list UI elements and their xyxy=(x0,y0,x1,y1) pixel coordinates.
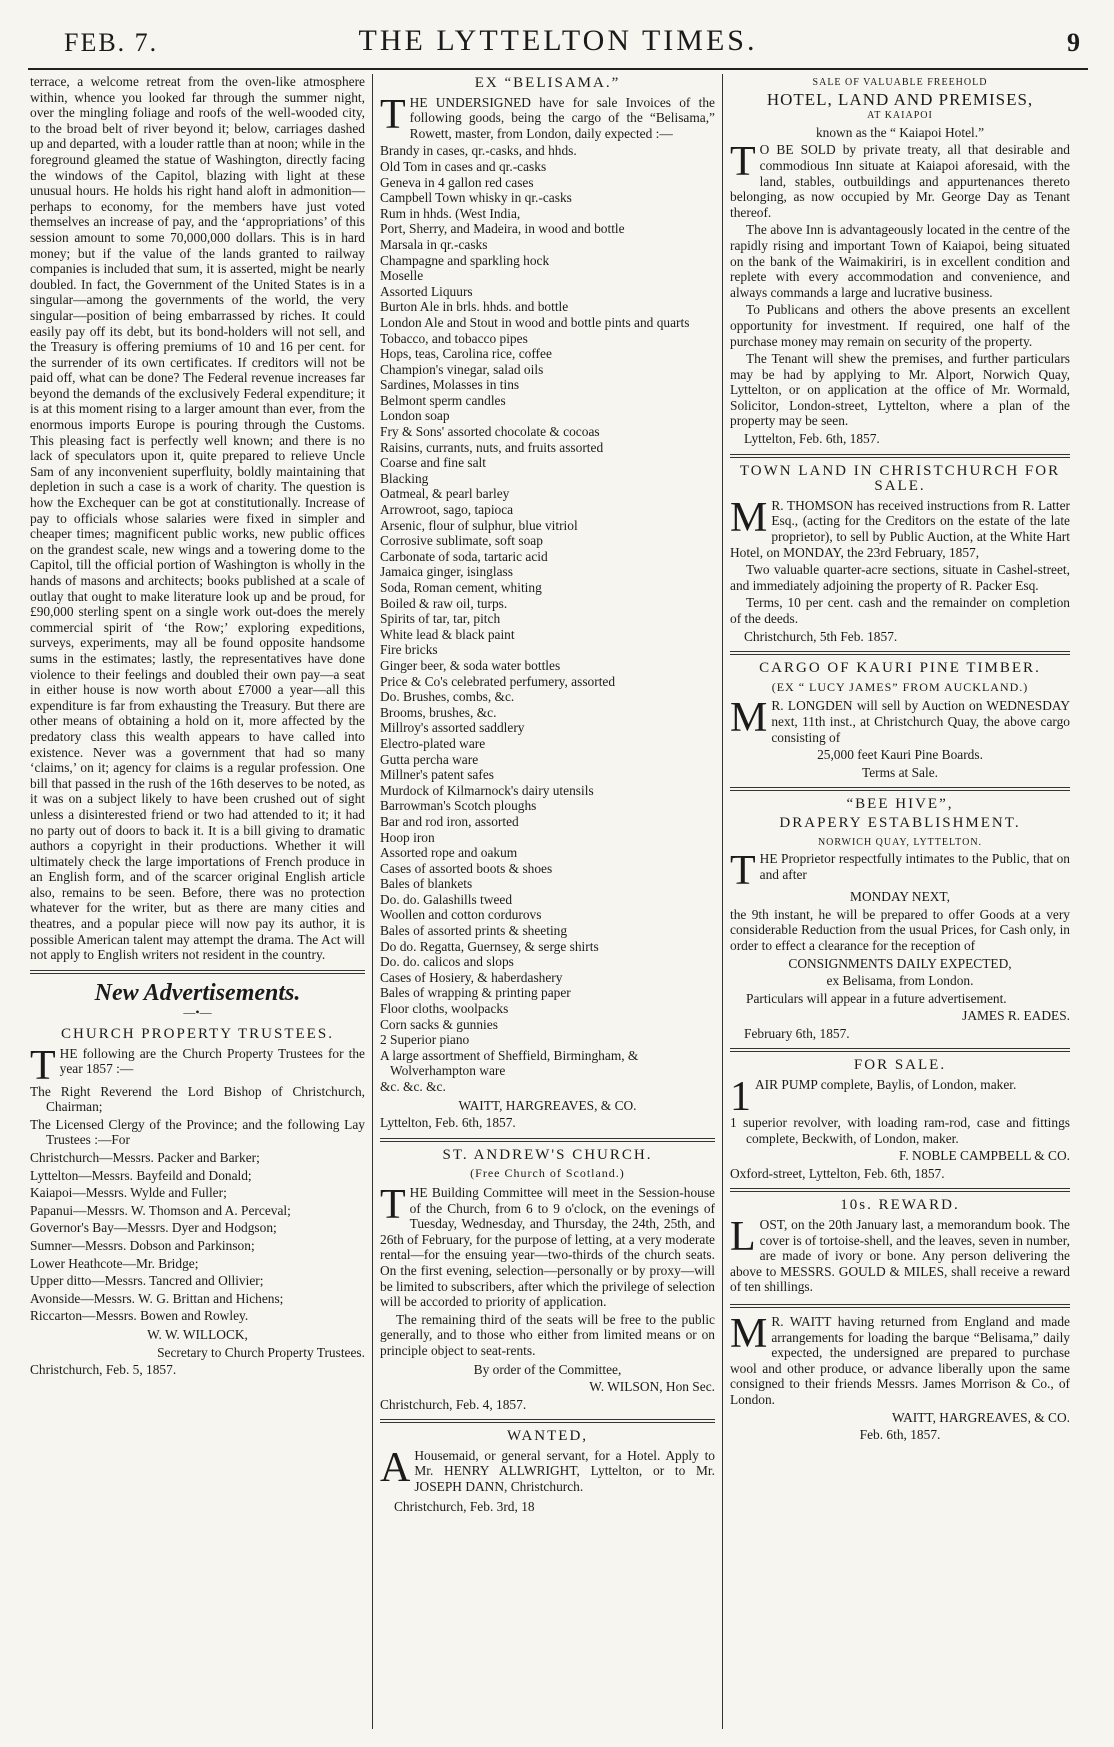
list-item: Brandy in cases, qr.-casks, and hhds. xyxy=(380,143,577,159)
list-item: Spirits of tar, tar, pitch xyxy=(380,611,501,627)
list-item: Geneva in 4 gallon red cases xyxy=(380,174,534,190)
list-item: Do. do. calicos and slops xyxy=(380,954,514,970)
list-item: Arrowroot, sago, tapioca xyxy=(380,502,514,518)
signature: JAMES R. EADES. xyxy=(962,1008,1070,1024)
ad-title: TOWN LAND IN CHRISTCHURCH FOR SALE. xyxy=(739,462,1061,495)
list-item: Jamaica ginger, isinglass xyxy=(380,564,513,580)
list-item: Belmont sperm candles xyxy=(380,392,506,408)
column-rule xyxy=(372,74,373,1729)
trustee-line: Kaiapoi—Messrs. Wylde and Fuller; xyxy=(30,1185,227,1201)
ad-paragraph: the 9th instant, he will be prepared to offer Goods at a very considerable Reduction from the usual Prices, for Cash only, in order to effect a clearance for the reception of xyxy=(730,906,1070,953)
list-item: Champagne and sparkling hock xyxy=(380,252,550,268)
list-item: Corrosive sublimate, soft soap xyxy=(380,533,543,549)
ad-bee-hive xyxy=(730,797,1070,1041)
ad-kicker: AT KAIAPOI xyxy=(867,110,933,122)
dateline: February 6th, 1857. xyxy=(744,1025,850,1041)
ad-paragraph: The remaining third of the seats will be free to the public generally, and to those who either from limited means or on principle object to seat-rents. xyxy=(380,1311,715,1358)
list-item: Sardines, Molasses in tins xyxy=(380,377,520,393)
section-divider xyxy=(380,1419,715,1423)
trustee-line: Christchurch—Messrs. Packer and Barker; xyxy=(30,1150,260,1165)
ad-title: EX “BELISAMA.” xyxy=(474,75,621,91)
trustee-line: Lower Heathcote—Mr. Bridge; xyxy=(30,1255,199,1271)
ad-paragraph: R. LONGDEN will sell by Auction on WEDNESDAY next, 11th inst., at Christchurch Quay, the above cargo consisting of xyxy=(771,698,1070,745)
section-divider xyxy=(730,454,1070,458)
ad-title: ST. ANDREW'S CHURCH. xyxy=(442,1146,653,1163)
list-item: Millroy's assorted saddlery xyxy=(380,720,525,736)
trustee-line: Riccarton—Messrs. Bowen and Rowley. xyxy=(30,1308,249,1324)
signature: F. NOBLE CAMPBELL & CO. xyxy=(898,1148,1070,1164)
dateline: Lyttelton, Feb. 6th, 1857. xyxy=(744,431,880,447)
ornament: —•— xyxy=(183,1005,212,1020)
ad-title: HOTEL, LAND AND PREMISES, xyxy=(766,89,1034,109)
list-item: Barrowman's Scotch ploughs xyxy=(380,798,537,814)
list-item: Hoop iron xyxy=(380,829,435,845)
section-divider xyxy=(730,651,1070,655)
ad-reward xyxy=(730,1198,1070,1297)
drop-cap: T xyxy=(380,91,406,138)
list-item: Millner's patent safes xyxy=(380,767,494,783)
page-header xyxy=(28,22,1088,70)
list-item: 2 Superior piano xyxy=(380,1032,470,1048)
drop-cap: L xyxy=(730,1214,756,1261)
ad-paragraph: OST, on the 20th January last, a memorandum book. The cover is of tortoise-shell, and the leaves, seven in number, are made of ivory or bone. Any person delivering the above to MESSRS. GOULD & MILES, shall receive a reward of ten shillings. xyxy=(730,1217,1070,1295)
list-item: Port, Sherry, and Madeira, in wood and bottle xyxy=(380,221,625,237)
list-item: Brooms, brushes, &c. xyxy=(380,704,497,720)
signature: WAITT, HARGREAVES, & CO. xyxy=(458,1097,637,1113)
ad-line: CONSIGNMENTS DAILY EXPECTED, xyxy=(788,955,1012,971)
ad-intro: HE UNDERSIGNED have for sale Invoices of the following goods, being the cargo of the “Belisama,” Rowett, master, from London, daily expected :— xyxy=(409,94,715,141)
drop-cap: T xyxy=(730,848,756,895)
ad-paragraph: To Publicans and others the above presents an excellent opportunity for investment. If required, one half of the purchase money may remain on security of the property. xyxy=(730,302,1070,349)
list-item: Gutta percha ware xyxy=(380,751,479,767)
trustee-line: Avonside—Messrs. W. G. Brittan and Hichens; xyxy=(30,1290,284,1306)
list-item: Bales of blankets xyxy=(380,876,473,892)
trustee-line: The Right Reverend the Lord Bishop of Christchurch, Chairman; xyxy=(30,1083,365,1115)
list-item: Marsala in qr.-casks xyxy=(380,236,488,252)
ad-paragraph: Terms, 10 per cent. cash and the remainder on completion of the deeds. xyxy=(730,595,1070,626)
list-item: Do do. Regatta, Guernsey, & serge shirts xyxy=(380,938,599,954)
list-item: London Ale and Stout in wood and bottle pints and quarts xyxy=(380,314,690,330)
list-item: Coarse and fine salt xyxy=(380,455,486,471)
list-item: Corn sacks & gunnies xyxy=(380,1016,498,1032)
trustee-line: Upper ditto—Messrs. Tancred and Ollivier; xyxy=(30,1273,264,1289)
newspaper-title: THE LYTTELTON TIMES. xyxy=(358,24,758,57)
ad-paragraph: Housemaid, or general servant, for a Hotel. Apply to Mr. HENRY ALLWRIGHT, Lyttelton, or to Mr. JOSEPH DANN, Christchurch. xyxy=(414,1447,715,1495)
list-item: Fry & Sons' assorted chocolate & cocoas xyxy=(380,424,600,440)
ad-title: FOR SALE. xyxy=(853,1057,947,1074)
list-item: &c. &c. &c. xyxy=(380,1079,446,1094)
dateline: Feb. 6th, 1857. xyxy=(859,1427,941,1443)
drop-cap: 1 xyxy=(730,1074,751,1121)
list-item: Do. do. Galashills tweed xyxy=(380,891,513,907)
section-divider xyxy=(380,1138,715,1142)
list-item: Hops, teas, Carolina rice, coffee xyxy=(380,346,552,362)
list-item: Fire bricks xyxy=(380,642,438,658)
signature: WAITT, HARGREAVES, & CO. xyxy=(891,1409,1070,1425)
dateline: Christchurch, 5th Feb. 1857. xyxy=(744,628,898,644)
list-item: Tobacco, and tobacco pipes xyxy=(380,330,528,346)
drop-cap: M xyxy=(730,494,768,541)
dateline: Christchurch, Feb. 5, 1857. xyxy=(30,1362,177,1378)
list-item: London soap xyxy=(380,408,450,424)
page-number: 9 xyxy=(1067,28,1080,57)
trustee-line: Sumner—Messrs. Dobson and Parkinson; xyxy=(30,1237,255,1253)
ad-subtitle: DRAPERY ESTABLISHMENT. xyxy=(779,814,1021,831)
dateline: Christchurch, Feb. 3rd, 18 xyxy=(394,1498,535,1514)
ad-paragraph: Two valuable quarter-acre sections, situate in Cashel-street, and immediately adjoining the property of R. Packer Esq. xyxy=(730,562,1070,593)
signature: W. WILSON, Hon Sec. xyxy=(589,1379,715,1395)
ad-line: Terms at Sale. xyxy=(861,764,939,780)
trustee-line: Papanui—Messrs. W. Thomson and A. Perceval; xyxy=(30,1202,291,1218)
signature: W. W. WILLOCK, xyxy=(147,1326,248,1342)
ad-intro: HE following are the Church Property Trustees for the year 1857 :— xyxy=(59,1045,365,1077)
list-item: A large assortment of Sheffield, Birmingham, & Wolverhampton ware xyxy=(380,1047,639,1079)
ad-kicker: SALE OF VALUABLE FREEHOLD xyxy=(812,77,988,88)
ad-title: WANTED, xyxy=(506,1428,589,1445)
drop-cap: T xyxy=(730,139,756,186)
list-item: Cases of Hosiery, & haberdashery xyxy=(380,969,563,985)
ad-title: CHURCH PROPERTY TRUSTEES. xyxy=(61,1026,334,1043)
list-item: Floor cloths, woolpacks xyxy=(380,1001,509,1017)
drop-cap: T xyxy=(30,1042,56,1089)
section-divider xyxy=(30,970,365,974)
ad-paragraph: HE Building Committee will meet in the Session-house of the Church, from 6 to 9 o'clock, on the evenings of Tuesday, Wednesday, and Thursday, the 24th, 25th, and 26th of February, for the purpose of letting, at a very moderate rental—for the ensuing year—two-thirds of the church seats. On the first evening, selection—personally or by proxy—will be limited to subscribers, after which the privilege of selection will be accorded to priority of application. xyxy=(380,1184,715,1310)
list-item: Campbell Town whisky in qr.-casks xyxy=(380,190,572,206)
ad-address: NORWICH QUAY, LYTTELTON. xyxy=(817,836,983,848)
list-item: Murdock of Kilmarnock's dairy utensils xyxy=(380,782,594,798)
ad-subtitle: (EX “ LUCY JAMES” FROM AUCKLAND.) xyxy=(771,679,1029,694)
trustee-line: Governor's Bay—Messrs. Dyer and Hodgson; xyxy=(30,1220,277,1236)
ad-for-sale xyxy=(730,1058,1070,1181)
list-item: White lead & black paint xyxy=(380,626,515,642)
ad-kauri-timber xyxy=(730,661,1070,780)
ad-town-land xyxy=(730,464,1070,645)
list-item: Bar and rod iron, assorted xyxy=(380,813,519,829)
section-divider xyxy=(730,1304,1070,1308)
signature-title: Secretary to Church Property Trustees. xyxy=(157,1344,365,1360)
list-item: Boiled & raw oil, turps. xyxy=(380,595,508,611)
ad-title: “BEE HIVE”, xyxy=(846,796,954,813)
list-item: Price & Co's celebrated perfumery, assorted xyxy=(380,673,616,689)
ad-wanted xyxy=(380,1429,715,1514)
ad-title: 10s. REWARD. xyxy=(840,1197,960,1214)
dateline: Christchurch, Feb. 4, 1857. xyxy=(380,1396,527,1412)
list-item: Carbonate of soda, tartaric acid xyxy=(380,548,548,564)
list-item: Do. Brushes, combs, &c. xyxy=(380,689,515,705)
column-3 xyxy=(730,74,1070,1449)
drop-cap: T xyxy=(380,1181,406,1228)
column-2 xyxy=(380,74,715,1520)
list-item: Assorted Liquurs xyxy=(380,283,473,299)
trustee-line: The Licensed Clergy of the Province; and the following Lay Trustees :—For xyxy=(30,1116,365,1148)
ad-st-andrews-church xyxy=(380,1148,715,1413)
ad-paragraph: The Tenant will shew the premises, and further particulars may be had by applying to Mr. Alport, Norwich Quay, Lyttelton, or on application at the office of Mr. Wormald, Solicitor, London-street, Lyttelton, where a plan of the property may be seen. xyxy=(730,351,1070,429)
list-item: Old Tom in cases and qr.-casks xyxy=(380,158,547,174)
ad-paragraph: Particulars will appear in a future advertisement. xyxy=(746,990,1007,1006)
ad-subtitle: (Free Church of Scotland.) xyxy=(470,1166,625,1181)
list-item: Soda, Roman cement, whiting xyxy=(380,580,542,595)
section-divider xyxy=(730,1048,1070,1052)
column-rule xyxy=(722,74,723,1729)
article-text: terrace, a welcome retreat from the oven-like atmosphere within, whence you looked far through the summer night, over the mingling foliage and roofs of the well-wooded city, to the broad belt of river beyond it; below, carriages dashed up and departed, with a louder rattle than at noon; while in the foreground gleamed the statue of Washington, directly facing the windows of the Capitol, blazing with light at these unusual hours. He holds his right hand aloft in admonition—perhaps to economy, for the members have just voted themselves an increase of pay, and the ‘appropriations’ of this session amount to some 70,000,000 dollars. This is in hard money; but if the value of the lands granted to railway companies is included that sum, it is asserted, might be nearly doubled. In fact, the Government of the United States is in a singular—among the governments of the world, the very singular—position of being embarrassed by riches. It could easily pay off its debt, but its bond-holders will not sell, and the Treasury is offering premiums of 10 and 16 per cent. for the surrender of its own certificates. If creditors will not be paid off, what can be done? The Federal revenue increases far beyond the demands of the exclusively Federal expenditure; it is at this moment rising to a larger amount than ever, from the enormous imports Europe is pouring through the Customs. This pleasing fact is perfectly well known; and there is no lack of speculators upon it, quite prepared to relieve Uncle Sam of any inconvenient superfluity, boldly maintaining that depletion in such a case is a work of charity. The question is how the Exchequer can be got at constitutionally. Increase of pay to officials whose salaries were fixed in simpler and cheaper times; magnificent public works, new public offices on the grandest scale, new wings and a towering dome to the Capitol, till the official portion of Washington is wholly in the hands of masons and architects; books published at a scale of outlay that ought to make literature look up and be proud, for £90,000 sterling spent on a single work out-does the merely commercial spirit of ‘the Row;’ exploring expeditions, surveys, experiments, may all be found opposite handsome sums in the estimates; lastly, the representatives have done violence to their feelings and doubled their own pay—a seat in either house is now worth about £7000 a year—all this expenditure is far from exhausting the Treasury. But there are other means of obtaining a hold on it, more affected by the predatory class this wealth appears to have called into existence. Never was a government that had so many ‘claims,’ on it; agency for claims is a regular profession. One bill that passed in the rush of the 16th deserves to be noted, as it was on a subject likely to have been crushed out of sight unless a disinterested friend or two had attended to it; it had no party out of doors to back it. It is a bill giving to dramatic authors a copyright in their productions. Whether it will ultimately check the large importations of French produce in an English form, and of the scarcer original English article also, remains to be seen. Before, there was no protection whatever for the writer, but as there are many cities and theatres, and a popular piece will now pay its author, it is possible American talent may attempt the drama. The Act will not apply to English writers not resident in the country. xyxy=(30,74,365,963)
list-item: Electro-plated ware xyxy=(380,735,486,751)
dateline: Oxford-street, Lyttelton, Feb. 6th, 1857. xyxy=(730,1165,945,1181)
list-item: Champion's vinegar, salad oils xyxy=(380,361,544,377)
ad-paragraph: HE Proprietor respectfully intimates to the Public, that on and after xyxy=(759,851,1070,882)
list-item: Bales of wrapping & printing paper xyxy=(380,985,571,1001)
list-item: Oatmeal, & pearl barley xyxy=(380,486,510,502)
ad-church-property-trustees xyxy=(30,1027,365,1378)
ad-waitt xyxy=(730,1311,1070,1443)
list-item: Burton Ale in brls. hhds. and bottle xyxy=(380,299,569,315)
list-item: Moselle xyxy=(380,268,424,284)
ad-line: AIR PUMP complete, Baylis, of London, maker. xyxy=(755,1077,1017,1093)
by-order: By order of the Committee, xyxy=(473,1361,622,1377)
ad-known-as: known as the “ Kaiapoi Hotel.” xyxy=(815,124,985,140)
list-item: Arsenic, flour of sulphur, blue vitriol xyxy=(380,517,578,533)
trustee-line: Lyttelton—Messrs. Bayfeild and Donald; xyxy=(30,1167,252,1183)
ad-paragraph: R. THOMSON has received instructions from R. Latter Esq., (acting for the Creditors on the estate of the late proprietor), to sell by Public Auction, at the White Hart Hotel, on MONDAY, the 23rd February, 1857, xyxy=(730,497,1070,560)
drop-cap: A xyxy=(380,1444,411,1491)
ad-paragraph: O BE SOLD by private treaty, all that desirable and commodious Inn situate at Kaiapoi aforesaid, with the land, stables, outbuildings and appurtenances thereto belonging, as now occupied by Mr. George Day as Tenant thereof. xyxy=(730,142,1070,220)
ad-belisama xyxy=(380,76,715,1131)
goods-list xyxy=(380,143,715,1094)
list-item: Rum in hhds. (West India, xyxy=(380,205,521,221)
ad-line: ex Belisama, from London. xyxy=(826,973,974,989)
drop-cap: M xyxy=(730,695,768,742)
section-divider xyxy=(730,787,1070,791)
list-item: Bales of assorted prints & sheeting xyxy=(380,923,568,939)
section-heading-new-advertisements: New Advertisements. xyxy=(94,979,301,1006)
list-item: Cases of assorted boots & shoes xyxy=(380,860,553,876)
ad-paragraph: The above Inn is advantageously located in the centre of the rapidly rising and important Town of Kaiapoi, being situated on the bank of the Waimakiriri, is in excellent condition and replete with every accommodation and convenience, and always commands a large and lucrative business. xyxy=(730,222,1070,300)
list-item: Ginger beer, & soda water bottles xyxy=(380,657,561,673)
ad-paragraph: R. WAITT having returned from England and made arrangements for loading the barque “Belisama,” daily expected, the undersigned are prepared to purchase wool and other produce, or advance liberally upon the same consigned to their friends Messrs. James Morrison & Co., of London. xyxy=(730,1314,1070,1407)
ad-line: MONDAY NEXT, xyxy=(850,889,950,905)
ad-line: 1 superior revolver, with loading ram-rod, case and fittings complete, Beckwith, of London, maker. xyxy=(730,1115,1070,1146)
dateline: Lyttelton, Feb. 6th, 1857. xyxy=(380,1115,516,1131)
list-item: Woollen and cotton cordurovs xyxy=(380,907,542,923)
ad-kaiapoi-hotel xyxy=(730,75,1070,447)
list-item: Assorted rope and oakum xyxy=(380,845,518,861)
list-item: Blacking xyxy=(380,470,429,486)
list-item: Raisins, currants, nuts, and fruits assorted xyxy=(380,439,604,455)
section-divider xyxy=(730,1188,1070,1192)
header-date: FEB. 7. xyxy=(64,28,159,57)
ad-title: CARGO OF KAURI PINE TIMBER. xyxy=(759,660,1041,677)
ad-line: 25,000 feet Kauri Pine Boards. xyxy=(817,747,983,763)
column-1 xyxy=(30,74,365,1384)
drop-cap: M xyxy=(730,1311,768,1357)
